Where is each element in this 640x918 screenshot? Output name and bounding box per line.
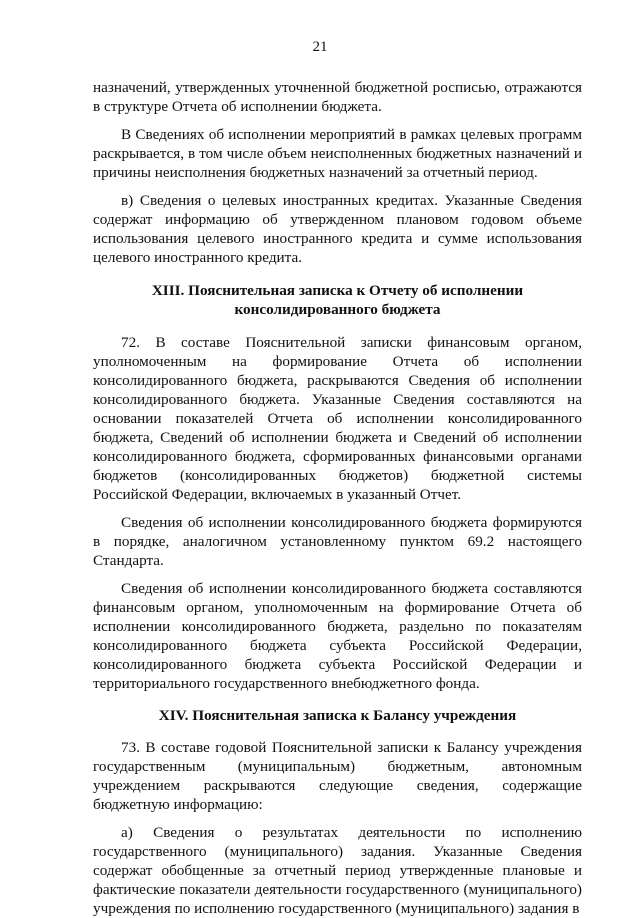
section-13-paragraph-1: 72. В составе Пояснительной записки финансовым органом, уполномоченным на формирование Отчета об исполнении консолидированного бюджета, раскрываются Сведения об исполнении консолидированного бюджета. Указанные Сведения составляются на основании показателей Отчета об исполнении консолидированного бюджета, Сведений об исполнении бюджета и Сведений об исполнении консолидированного бюджета, сформированных финансовыми органами бюджетов (консолидированных бюджетов) бюджетной системы Российской Федерации, включаемых в указанный Отчет.	[93, 334, 582, 503]
section-13-heading: XIII. Пояснительная записка к Отчету об исполнении консолидированного бюджета	[151, 282, 524, 318]
intro-paragraph-2: В Сведениях об исполнении мероприятий в рамках целевых программ раскрывается, в том числе объем неисполненных бюджетных назначений и причины неисполнения бюджетных назначений за отчетный период.	[93, 126, 582, 181]
section-14-paragraph-2: а) Сведения о результатах деятельности по исполнению государственного (муниципального) задания. Указанные Сведения содержат обобщенные за отчетный период утвержденные плановые и фактические показатели деятельности государственного (муниципального) учреждения по исполнению государственного (муниципального) задания в	[93, 824, 582, 917]
section-13-paragraph-2: Сведения об исполнении консолидированного бюджета формируются в порядке, аналогичном установленному пунктом 69.2 настоящего Стандарта.	[93, 514, 582, 569]
page-body	[93, 78, 582, 918]
section-13-paragraph-3: Сведения об исполнении консолидированного бюджета составляются финансовым органом, уполномоченным на формирование Отчета об исполнении консолидированного бюджета, раздельно по показателям консолидированного бюджета субъекта Российской Федерации, консолидированного бюджета субъекта Российской Федерации и территориального государственного внебюджетного фонда.	[93, 580, 582, 692]
intro-paragraph-1: назначений, утвержденных уточненной бюджетной росписью, отражаются в структуре Отчета об исполнении бюджета.	[93, 79, 582, 115]
section-14-heading: XIV. Пояснительная записка к Балансу учреждения	[158, 707, 517, 724]
page-number: 21	[312, 39, 328, 55]
intro-paragraph-3: в) Сведения о целевых иностранных кредитах. Указанные Сведения содержат информацию об утвержденном плановом годовом объеме использования целевого иностранного кредита и сумме использования целевого иностранного кредита.	[93, 192, 582, 266]
section-14-paragraph-1: 73. В составе годовой Пояснительной записки к Балансу учреждения государственным (муниципальным) бюджетным, автономным учреждением раскрываются следующие сведения, содержащие бюджетную информацию:	[93, 739, 582, 813]
